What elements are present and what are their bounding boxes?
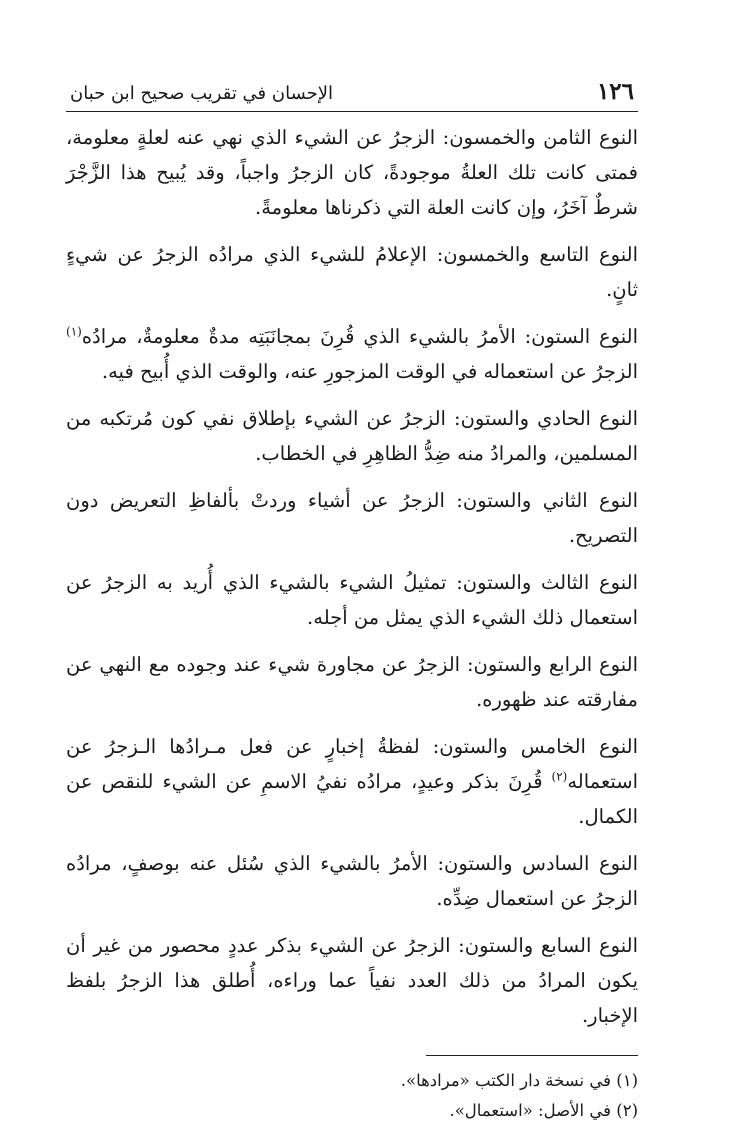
paragraph-text: النوع السادس والستون: الأمرُ بالشيء الذي سُئل عنه بوصفٍ، مرادُه الزجرُ عن استعمال ضِدِّه. [66, 852, 638, 910]
paragraph-text: النوع الحادي والستون: الزجرُ عن الشيء بإطلاق نفي كون مُرتكبه من المسلمين، والمرادُ منه ضِدُّ الظاهِرِ في الخطاب. [66, 407, 638, 465]
book-page [66, 78, 638, 1126]
paragraph-text-continued: قُرِنَ بذكر وعيدٍ، مرادُه نفيُ الاسمِ عن الشيء للنقص عن الكمال. [66, 770, 638, 828]
paragraph-text: النوع الخامس والستون: لفظةُ إخبارٍ عن فعل مـرادُها الـزجرُ عن استعماله [66, 735, 638, 793]
footnote-marker-2: (٢) [551, 769, 568, 784]
paragraph-text: النوع السابع والستون: الزجرُ عن الشيء بذكر عددٍ محصور من غير أن يكون المرادُ من ذلك العدد نفياً عما وراءه، أُطلق هذا الزجرُ بلفظ الإخبار. [66, 934, 638, 1027]
paragraph-text: النوع الرابع والستون: الزجرُ عن مجاورة شيء عند وجوده مع النهي عن مفارقته عند ظهوره. [66, 653, 638, 711]
body-text [66, 120, 638, 1033]
paragraph-66 [66, 846, 638, 916]
footnote-marker-1: (١) [66, 324, 82, 339]
paragraph-text: النوع الستون: الأمرُ بالشيء الذي قُرِنَ بمجانَبَتِه مدةٌ معلومةٌ، مرادُه [81, 325, 638, 348]
paragraph-text: النوع الثاني والستون: الزجرُ عن أشياء وردتْ بألفاظِ التعريض دون التصريح. [66, 489, 638, 547]
paragraph-64 [66, 647, 638, 717]
page-number: ١٢٦ [596, 78, 634, 105]
paragraph-59 [66, 237, 638, 307]
footnotes [66, 1066, 638, 1126]
paragraph-text: النوع الثالث والستون: تمثيلُ الشيء بالشيء الذي أُريد به الزجرُ عن استعمال ذلك الشيء الذي يمثل من أجله. [66, 571, 638, 629]
paragraph-61 [66, 401, 638, 471]
paragraph-text: النوع التاسع والخمسون: الإعلامُ للشيء الذي مرادُه الزجرُ عن شيءٍ ثانٍ. [66, 243, 638, 301]
paragraph-58 [66, 120, 638, 225]
paragraph-63 [66, 565, 638, 635]
paragraph-60 [66, 319, 638, 389]
paragraph-62 [66, 483, 638, 553]
footnote-1: (١) في نسخة دار الكتب «مرادها». [400, 1071, 638, 1090]
page-header [66, 78, 638, 112]
footnote-divider [426, 1055, 638, 1056]
running-title: الإحسان في تقريب صحيح ابن حبان [70, 83, 334, 104]
paragraph-65 [66, 729, 638, 834]
paragraph-67 [66, 928, 638, 1033]
paragraph-text-continued: الزجرُ عن استعماله في الوقت المزجورِ عنه، والوقت الذي أُبيح فيه. [101, 360, 638, 383]
footnote-2: (٢) في الأصل: «استعمال». [449, 1101, 638, 1120]
paragraph-text: النوع الثامن والخمسون: الزجرُ عن الشيء الذي نهي عنه لعلةٍ معلومة، فمتى كانت تلك العلةُ موجودةً، كان الزجرُ واجباً، وقد يُبيح هذا الزَّجْرَ شرطٌ آخَرُ، وإن كانت العلة التي ذكرناها معلومةً. [66, 126, 638, 219]
